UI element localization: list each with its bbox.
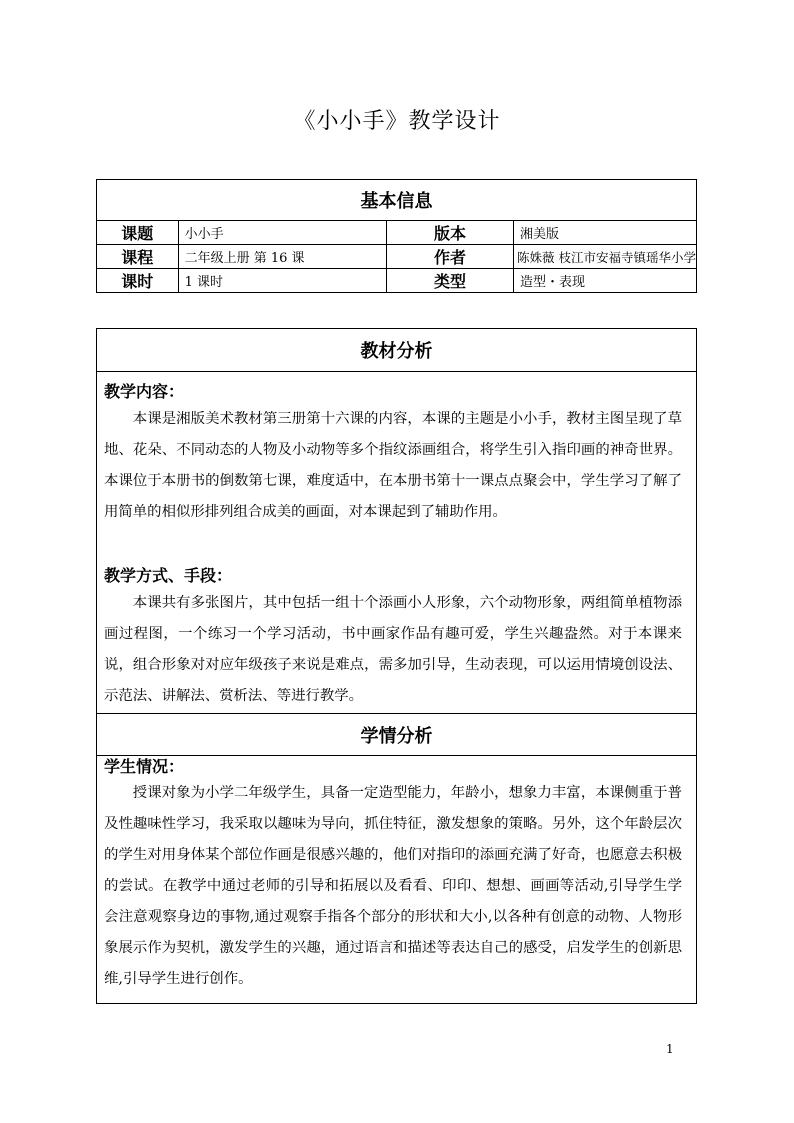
material-analysis-body	[97, 372, 697, 714]
analysis-table	[96, 328, 697, 1004]
learner-analysis-body	[97, 756, 697, 1004]
student-situation-heading: 学生情况：	[104, 757, 185, 776]
table-row	[97, 269, 697, 293]
label-course: 课程	[97, 245, 179, 269]
label-topic: 课题	[97, 221, 179, 245]
teaching-content-heading: 教学内容：	[104, 382, 185, 401]
table-row	[97, 221, 697, 245]
basic-info-header: 基本信息	[97, 180, 697, 221]
label-author: 作者	[386, 245, 513, 269]
label-edition: 版本	[386, 221, 513, 245]
teaching-method-heading: 教学方式、手段：	[104, 566, 233, 585]
value-course: 二年级上册 第 16 课	[178, 245, 386, 269]
material-analysis-header: 教材分析	[97, 329, 697, 372]
page-title: 《小小手》教学设计	[293, 109, 501, 134]
value-author: 陈姝薇 枝江市安福寺镇瑶华小学	[513, 245, 696, 269]
table-row	[97, 245, 697, 269]
teaching-method-text: 本课共有多张图片，其中包括一组十个添画小人形象，六个动物形象，两组简单植物添画过程图，一个练习一个学习活动，书中画家作品有趣可爱，学生兴趣盎然。对于本课来说，组合形象对对应年级孩子来说是难点，需多加引导，生动表现，可以运用情境创设法、示范法、讲解法、赏析法、等进行教学。	[104, 595, 682, 704]
page-number: 1	[666, 1042, 674, 1056]
learner-analysis-header: 学情分析	[97, 714, 697, 756]
value-hours: 1 课时	[178, 269, 386, 293]
student-situation-text: 授课对象为小学二年级学生，具备一定造型能力，年龄小，想象力丰富，本课侧重于普及性趣味性学习，我采取以趣味为导向，抓住特征，激发想象的策略。另外，这个年龄层次的学生对用身体某个部位作画是很感兴趣的，他们对指印的添画充满了好奇，也愿意去积极的尝试。在教学中通过老师的引导和拓展以及看看、印印、想想、画画等活动,引导学生学会注意观察身边的事物,通过观察手指各个部分的形状和大小,以各种有创意的动物、人物形象展示作为契机，激发学生的兴趣，通过语言和描述等表达自己的感受，启发学生的创新思维,引导学生进行创作。	[104, 785, 682, 987]
value-topic: 小小手	[178, 221, 386, 245]
teaching-content-text: 本课是湘版美术教材第三册第十六课的内容，本课的主题是小小手，教材主图呈现了草地、花朵、不同动态的人物及小动物等多个指纹添画组合，将学生引入指印画的神奇世界。本课位于本册书的倒数第七课，难度适中，在本册书第十一课点点聚会中，学生学习了解了用简单的相似形排列组合成美的画面，对本课起到了辅助作用。	[104, 411, 682, 520]
value-edition: 湘美版	[513, 221, 696, 245]
basic-info-table	[96, 179, 697, 293]
label-type: 类型	[386, 269, 513, 293]
value-type: 造型・表现	[513, 269, 696, 293]
label-hours: 课时	[97, 269, 179, 293]
